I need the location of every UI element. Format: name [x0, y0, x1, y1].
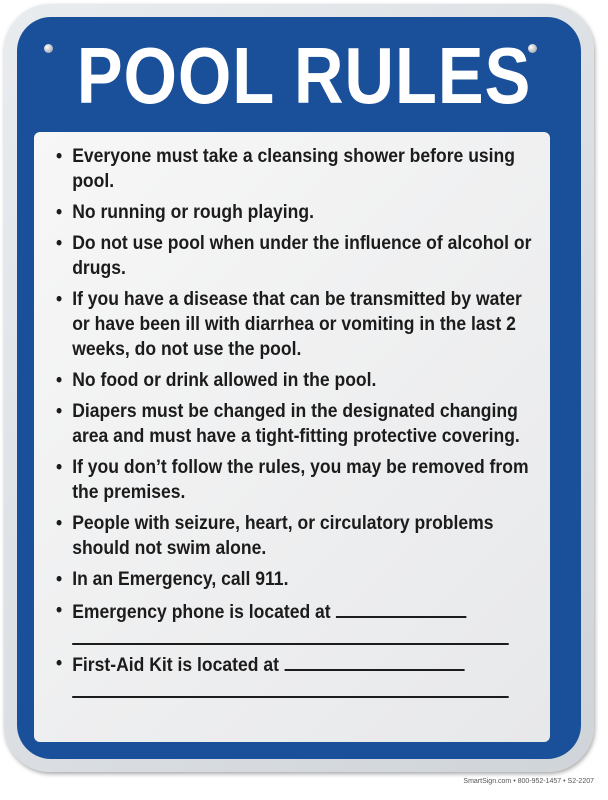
rule-item — [56, 511, 540, 561]
rule-text: Do not use pool when under the influence of alcohol or drugs. — [72, 232, 532, 279]
bullet: • — [56, 456, 63, 478]
sign-title: POOL RULES — [76, 31, 532, 120]
fill-in-blank-line — [72, 629, 509, 645]
rule-item — [56, 231, 540, 281]
rule-text: Diapers must be changed in the designated changing area and must have a tight-fitting protective covering. — [72, 400, 520, 447]
rule-item — [56, 368, 540, 393]
rule-text: If you have a disease that can be transmitted by water or have been ill with diarrhea or vomiting in the last 2 weeks, do not use the pool. — [72, 288, 522, 360]
fill-in-blank — [336, 598, 467, 618]
bullet: • — [56, 400, 63, 422]
rule-text: No running or rough playing. — [72, 201, 314, 223]
rule-text: If you don’t follow the rules, you may be removed from the premises. — [72, 456, 529, 503]
rule-text: People with seizure, heart, or circulatory problems should not swim alone. — [72, 512, 494, 559]
rule-text: Everyone must take a cleansing shower before using pool. — [72, 145, 515, 192]
bullet: • — [56, 288, 63, 310]
bullet: • — [56, 369, 63, 391]
bullet: • — [56, 201, 63, 223]
rule-item — [56, 399, 540, 449]
bullet: • — [56, 652, 63, 674]
rule-item — [56, 651, 540, 698]
rule-item — [56, 567, 540, 592]
rule-text: Emergency phone is located at — [72, 601, 331, 623]
rule-item — [56, 144, 540, 194]
bullet: • — [56, 145, 63, 167]
fill-in-blank — [284, 651, 464, 671]
rule-text: In an Emergency, call 911. — [72, 568, 289, 590]
rule-item — [56, 455, 540, 505]
bullet: • — [56, 568, 63, 590]
footer-text: SmartSign.com • 800-952-1457 • S2-2207 — [463, 778, 594, 785]
bullet: • — [56, 512, 63, 534]
rules-panel — [34, 132, 550, 742]
rule-item — [56, 200, 540, 225]
rule-item — [56, 287, 540, 362]
bullet: • — [56, 599, 63, 621]
bullet: • — [56, 232, 63, 254]
rule-text: First-Aid Kit is located at — [72, 654, 279, 676]
rules-list — [56, 144, 532, 704]
rule-text: No food or drink allowed in the pool. — [72, 369, 377, 391]
rule-item — [56, 598, 540, 645]
fill-in-blank-line — [72, 682, 509, 698]
